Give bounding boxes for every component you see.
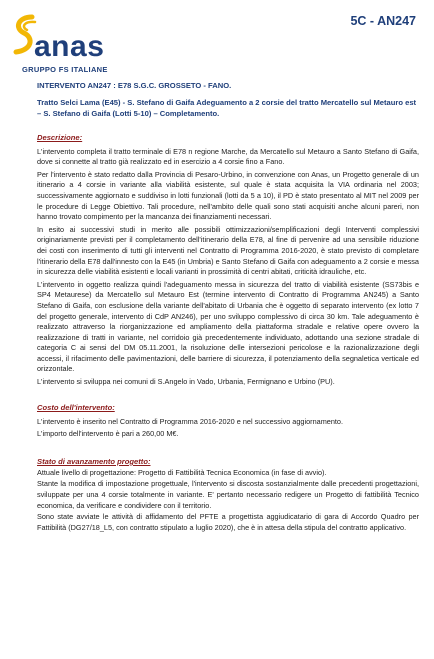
logo-wordmark: anas <box>34 30 105 63</box>
cost-paragraph: L'intervento è inserito nel Contratto di Programma 2016-2020 e nel successivo aggiornamento. <box>37 416 344 426</box>
description-paragraph: L'intervento in oggetto realizza quindi l'adeguamento messa in sicurezza del tratto di viabilità esistente (SS73bis e SP4 Metaurese) da Mercatello sul Metauro Est (termine intervento di Contratto di Programma AN245) a Santo Stefano di Gaifa, con esclusione della variante dell'abitato di Urbania che è oggetto di separato intervento (ex lotto 7 del progetto generale, intervento di CdP AN246), per uno sviluppo complessivo di circa 30 km. Tale adeguamento è realizzato attraverso la riorganizzazione ed ampliamento della piattaforma stradale e relative opere ovvero la realizzazione di tratti in variante, nel corridoio già precedentemente individuato, adottando una sezione stradale di categoria C ai sensi del DM 05.11.2001, la risoluzione delle intersezioni pericolose e la razionalizzazione degli accessi, il rifacimento delle pavimentazioni, delle barriere di sicurezza, il potenziamento della segnaletica verticale ed orizzontale. <box>37 279 419 374</box>
progress-heading: Stato di avanzamento progetto: <box>37 456 151 466</box>
progress-level-line: Attuale livello di progettazione: Progetto di Fattibilità Tecnica Economica (in fase di avvio). <box>37 467 327 477</box>
document-body <box>37 80 419 533</box>
anas-logo <box>10 10 120 74</box>
description-paragraph: L'intervento completa il tratto terminale di E78 n regione Marche, da Mercatello sul Metauro a Santo Stefano di Gaifa, dove si connette al tratto già realizzato ed in esercizio a 4 corsie fino a Fano. <box>37 146 419 167</box>
description-paragraph: L'intervento si sviluppa nei comuni di S.Angelo in Vado, Urbania, Fermignano e Urbino (PU). <box>37 377 335 387</box>
logo-subtitle: GRUPPO FS ITALIANE <box>22 65 108 74</box>
description-section <box>37 132 419 388</box>
progress-paragraph: Sono state avviate le attività di affidamento del PFTE a progettista aggiudicatario di gara di Accordo Quadro per Fattibilità (DG27/18_L5, con contratto stipulato a luglio 2020), che è in attesa della stipula del contratto applicativo. <box>37 512 419 532</box>
title-line-1: INTERVENTO AN247 : E78 S.G.C. GROSSETO - FANO. <box>37 81 232 90</box>
progress-paragraph: Stante la modifica di impostazione progettuale, l'intervento si discosta sostanzialmente dalle precedenti progettazioni, sviluppate per una 4 corsie totalmente in variante. E' pertanto necessario redigere un Progetto di fattibilità Tecnico economica, da verificare e condividere con il territorio. <box>37 479 419 510</box>
document-code: 5C - AN247 <box>350 14 416 28</box>
title-line-2: Tratto Selci Lama (E45) - S. Stefano di Gaifa Adeguamento a 2 corsie del tratto Mercatello sul Metauro est – S. Stefano di Gaifa (Lotti 5-10) – Completamento. <box>37 98 417 119</box>
description-paragraph: In esito ai successivi studi in merito alle possibili ottimizzazioni/semplificazioni degli Interventi complessivi originariamente previsti per il completamento dell'itinerario della E78, al fine di pervenire ad una sensibile riduzione dei costi con inserimento di tutti gli interventi nel Contratto di Programma 2016-2020, è stato previsto di completare l'itinerario della E78 dall'innesto con la E45 (in Umbria) e Santo Stefano di Gaifa con adeguamento a 2 corsie e messa in sicurezza delle viabilità esistenti e locali varianti in prossimità di centri abitati, criticità idrauliche, etc. <box>37 224 419 277</box>
description-heading: Descrizione: <box>37 132 83 142</box>
cost-paragraph: L'importo dell'intervento è pari a 260,00 M€. <box>37 429 179 439</box>
progress-section <box>37 456 419 534</box>
intervention-title <box>37 80 419 120</box>
description-paragraph: Per l'intervento è stato redatto dalla Provincia di Pesaro-Urbino, in convenzione con Anas, un Progetto generale di un itinerario a 4 corsie in variante alla viabilità esistente, sul quale è stata acquisita la VIA ordinaria nel 2003; successivamente aggiornato e suddiviso in lotti funzionali (lotti da 5 a 10), il PD è stato presentato al MIT nel 2009 per le procedure di Legge Obiettivo. Tali procedure, nell'ambito delle quali sono stati acquisiti anche alcuni pareri, non hanno trovato compimento per la mancanza dei finanziamenti necessari. <box>37 169 419 222</box>
cost-section <box>37 402 419 440</box>
cost-heading: Costo dell'intervento: <box>37 402 115 412</box>
